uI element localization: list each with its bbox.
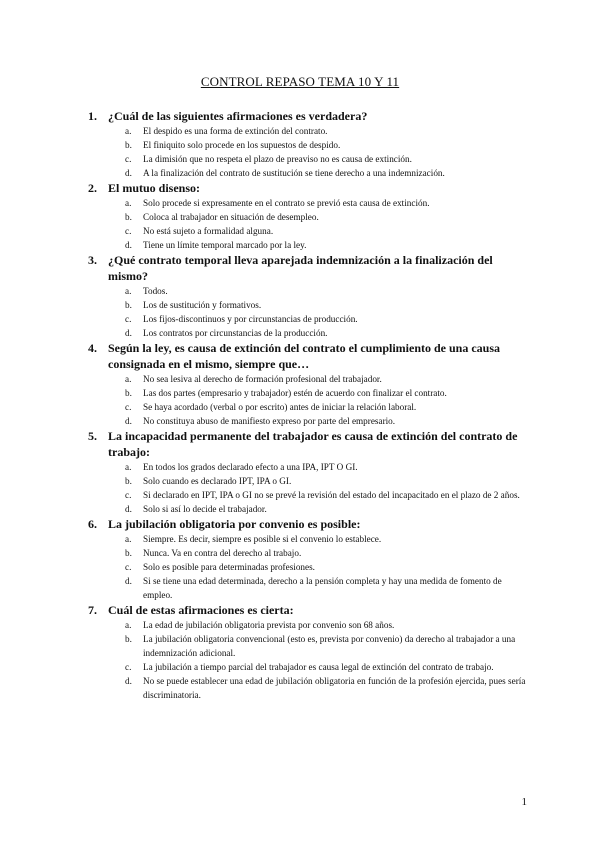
answer-option <box>125 414 528 428</box>
answer-option <box>125 372 528 386</box>
option-text: Los fijos-discontinuos y por circunstancias de producción. <box>143 314 358 324</box>
option-letter: b. <box>125 476 132 486</box>
answer-option <box>125 474 528 488</box>
answer-option <box>125 312 528 326</box>
option-text: La dimisión que no respeta el plazo de preaviso no es causa de extinción. <box>143 154 412 164</box>
option-list <box>88 372 528 428</box>
option-letter: b. <box>125 140 132 150</box>
answer-option <box>125 386 528 400</box>
question-label: El mutuo disenso: <box>108 181 201 195</box>
option-letter: a. <box>125 534 132 544</box>
option-letter: d. <box>125 504 132 514</box>
option-letter: d. <box>125 416 132 426</box>
option-letter: a. <box>125 462 132 472</box>
option-letter: c. <box>125 226 132 236</box>
answer-option <box>125 674 528 702</box>
option-text: La jubilación a tiempo parcial del trabajador es causa legal de extinción del contrato de trabajo. <box>143 662 494 672</box>
question-item <box>88 180 528 252</box>
option-text: La edad de jubilación obligatoria prevista por convenio son 68 años. <box>143 620 395 630</box>
question-text <box>88 340 528 372</box>
question-item <box>88 428 528 516</box>
option-letter: d. <box>125 240 132 250</box>
answer-option <box>125 618 528 632</box>
option-letter: b. <box>125 300 132 310</box>
option-list <box>88 532 528 602</box>
option-text: No se puede establecer una edad de jubilación obligatoria en función de la profesión ejercida, pues sería discriminatoria. <box>143 676 526 700</box>
option-text: Las dos partes (empresario y trabajador) estén de acuerdo con finalizar el contrato. <box>143 388 447 398</box>
question-label: Según la ley, es causa de extinción del contrato el cumplimiento de una causa consignada en el mismo, siempre que… <box>108 341 501 371</box>
question-label: La incapacidad permanente del trabajador es causa de extinción del contrato de trabajo: <box>108 429 518 459</box>
page-title: CONTROL REPASO TEMA 10 Y 11 <box>200 74 400 89</box>
option-text: Si se tiene una edad determinada, derecho a la pensión completa y hay una medida de fomento de empleo. <box>143 576 502 600</box>
option-list <box>88 124 528 180</box>
option-text: Se haya acordado (verbal o por escrito) antes de iniciar la relación laboral. <box>143 402 417 412</box>
answer-option <box>125 238 528 252</box>
question-label: ¿Qué contrato temporal lleva aparejada indemnización a la finalización del mismo? <box>108 253 493 283</box>
answer-option <box>125 124 528 138</box>
question-number: 3. <box>88 253 97 267</box>
question-text <box>88 602 528 618</box>
option-list <box>88 196 528 252</box>
answer-option <box>125 460 528 474</box>
question-item <box>88 516 528 602</box>
option-letter: d. <box>125 168 132 178</box>
question-text <box>88 108 528 124</box>
answer-option <box>125 400 528 414</box>
option-letter: b. <box>125 388 132 398</box>
option-text: Nunca. Va en contra del derecho al trabajo. <box>143 548 302 558</box>
page-number: 1 <box>521 796 527 808</box>
answer-option <box>125 660 528 674</box>
option-letter: c. <box>125 154 132 164</box>
option-letter: d. <box>125 576 132 586</box>
question-number: 1. <box>88 109 97 123</box>
option-text: Los contratos por circunstancias de la producción. <box>143 328 328 338</box>
answer-option <box>125 196 528 210</box>
question-item <box>88 252 528 340</box>
option-text: Los de sustitución y formativos. <box>143 300 262 310</box>
option-text: Solo si así lo decide el trabajador. <box>143 504 267 514</box>
question-label: ¿Cuál de las siguientes afirmaciones es verdadera? <box>108 109 368 123</box>
option-text: Solo procede si expresamente en el contrato se previó esta causa de extinción. <box>143 198 430 208</box>
question-number: 6. <box>88 517 97 531</box>
option-text: Coloca al trabajador en situación de desempleo. <box>143 212 319 222</box>
answer-option <box>125 284 528 298</box>
answer-option <box>125 298 528 312</box>
answer-option <box>125 502 528 516</box>
option-letter: c. <box>125 402 132 412</box>
option-text: No constituya abuso de manifiesto expreso por parte del empresario. <box>143 416 396 426</box>
option-letter: b. <box>125 634 132 644</box>
option-letter: a. <box>125 374 132 384</box>
answer-option <box>125 488 528 502</box>
option-text: Solo cuando es declarado IPT, IPA o GI. <box>143 476 292 486</box>
option-text: Todos. <box>143 286 168 296</box>
option-text: Siempre. Es decir, siempre es posible si el convenio lo establece. <box>143 534 382 544</box>
option-letter: a. <box>125 286 132 296</box>
question-text <box>88 516 528 532</box>
option-letter: c. <box>125 662 132 672</box>
option-text: El finiquito solo procede en los supuestos de despido. <box>143 140 341 150</box>
answer-option <box>125 532 528 546</box>
option-text: No sea lesiva al derecho de formación profesional del trabajador. <box>143 374 382 384</box>
option-text: La jubilación obligatoria convencional (esto es, prevista por convenio) da derecho al trabajador a una indemnización adicional. <box>143 634 516 658</box>
question-text <box>88 180 528 196</box>
option-text: No está sujeto a formalidad alguna. <box>143 226 274 236</box>
question-label: Cuál de estas afirmaciones es cierta: <box>108 603 294 617</box>
answer-option <box>125 138 528 152</box>
option-letter: b. <box>125 548 132 558</box>
option-letter: a. <box>125 198 132 208</box>
question-item <box>88 340 528 428</box>
question-text <box>88 428 528 460</box>
answer-option <box>125 210 528 224</box>
question-text <box>88 252 528 284</box>
question-list <box>88 108 528 702</box>
option-text: En todos los grados declarado efecto a una IPA, IPT O GI. <box>143 462 358 472</box>
option-text: El despido es una forma de extinción del contrato. <box>143 126 328 136</box>
option-list <box>88 284 528 340</box>
option-letter: c. <box>125 562 132 572</box>
option-letter: a. <box>125 126 132 136</box>
option-letter: d. <box>125 328 132 338</box>
answer-option <box>125 224 528 238</box>
question-number: 5. <box>88 429 97 443</box>
option-text: Si declarado en IPT, IPA o GI no se prevé la revisión del estado del incapacitado en el plazo de 2 años. <box>143 490 520 500</box>
answer-option <box>125 152 528 166</box>
option-list <box>88 460 528 516</box>
option-text: Tiene un límite temporal marcado por la ley. <box>143 240 307 250</box>
option-letter: c. <box>125 314 132 324</box>
answer-option <box>125 166 528 180</box>
option-letter: c. <box>125 490 132 500</box>
question-label: La jubilación obligatoria por convenio es posible: <box>108 517 361 531</box>
question-item <box>88 602 528 702</box>
answer-option <box>125 326 528 340</box>
answer-option <box>125 632 528 660</box>
question-item <box>88 108 528 180</box>
option-letter: d. <box>125 676 132 686</box>
question-number: 2. <box>88 181 97 195</box>
question-number: 7. <box>88 603 97 617</box>
option-letter: a. <box>125 620 132 630</box>
option-letter: b. <box>125 212 132 222</box>
option-text: A la finalización del contrato de sustitución se tiene derecho a una indemnización. <box>143 168 445 178</box>
option-text: Solo es posible para determinadas profesiones. <box>143 562 315 572</box>
answer-option <box>125 546 528 560</box>
answer-option <box>125 574 528 602</box>
answer-option <box>125 560 528 574</box>
question-number: 4. <box>88 341 97 355</box>
option-list <box>88 618 528 702</box>
